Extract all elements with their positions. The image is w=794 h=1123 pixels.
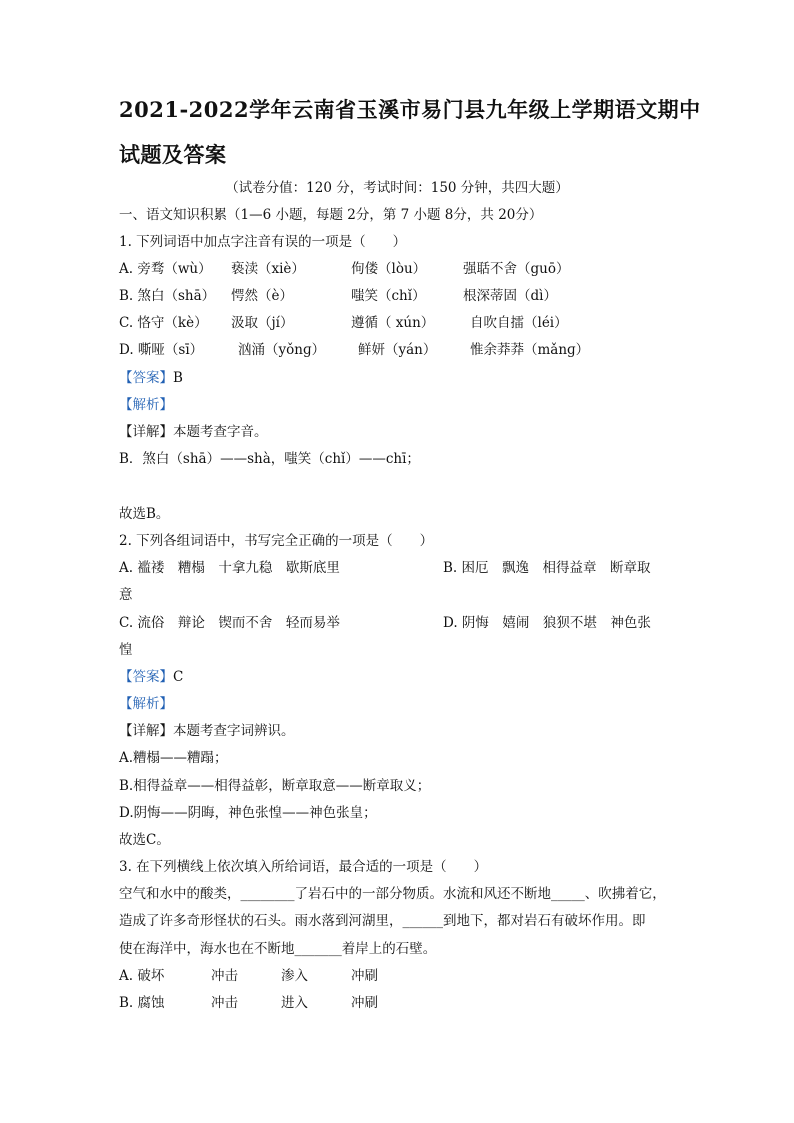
q1-c-word-1: C. 恪守（kè） (119, 315, 208, 331)
q1-a-word-2: 亵渎（xiè） (231, 261, 305, 277)
q2-detail (119, 721, 295, 741)
q3-b-word-3: 进入 (281, 995, 308, 1011)
q2-explain-2: B.相得益章——相得益彰，断章取意——断章取义； (119, 778, 431, 794)
q3-a-word-4: 冲刷 (351, 968, 378, 984)
q1-c-word-2: 汲取（jí） (231, 315, 294, 331)
q1-a-word-3: 佝偻（lòu） (351, 261, 427, 277)
q3-stem: 3. 在下列横线上依次填入所给词语，最合适的一项是（ ） (119, 859, 488, 875)
q2-option-d: D. 阴悔 嬉闹 狼狈不堪 神色张 (443, 615, 651, 631)
q2-option-b: B. 困厄 飘逸 相得益章 断章取 (443, 560, 651, 576)
q2-conclusion: 故选C。 (119, 832, 170, 848)
q3-b-word-4: 冲刷 (351, 995, 378, 1011)
q2-explain-3: D.阴悔——阴晦，神色张惶——神色张皇； (119, 805, 377, 821)
q1-stem: 1. 下列词语中加点字注音有误的一项是（ ） (119, 234, 407, 250)
q1-b-word-4: 根深蒂固（dì） (463, 288, 557, 304)
q1-d-word-2: 汹涌（yǒnɡ） (238, 342, 326, 358)
q1-d-word-4: 惟余莽莽（mǎnɡ） (470, 342, 590, 358)
q1-answer (119, 368, 183, 388)
q3-b-word-2: 冲击 (211, 995, 238, 1011)
document-title-line-2: 试题及答案 (119, 142, 227, 167)
q3-a-word-1: A. 破坏 (119, 968, 165, 984)
detail-tag: 【详解】 (119, 424, 173, 440)
q2-option-a: A. 褴褛 糟榻 十拿九稳 歇斯底里 (119, 560, 340, 576)
q1-analysis-tag: 【解析】 (119, 397, 173, 413)
q3-passage-line-1: 空气和水中的酸类，________了岩石中的一部分物质。水流和风还不断地_____、吹拂着它， (119, 886, 666, 902)
q3-passage-line-2: 造成了许多奇形怪状的石头。雨水落到河湖里，______到地下，都对岩石有破坏作用。即 (119, 913, 646, 929)
detail-text: 本题考查字词辨识。 (173, 723, 295, 739)
detail-tag: 【详解】 (119, 723, 173, 739)
exam-info: （试卷分值：120 分，考试时间：150 分钟，共四大题） (225, 180, 569, 196)
detail-text: 本题考查字音。 (173, 424, 268, 440)
q1-detail (119, 422, 268, 442)
answer-tag: 【答案】 (119, 370, 173, 386)
q2-analysis-tag: 【解析】 (119, 696, 173, 712)
q2-stem: 2. 下列各组词语中，书写完全正确的一项是（ ） (119, 533, 434, 549)
q3-a-word-3: 渗入 (281, 968, 308, 984)
q2-option-b-wrap: 意 (119, 587, 133, 603)
q1-b-word-3: 嗤笑（chǐ） (351, 288, 426, 304)
q1-conclusion: 故选B。 (119, 506, 170, 522)
q1-b-word-1: B. 煞白（shā） (119, 288, 216, 304)
q3-a-word-2: 冲击 (211, 968, 238, 984)
q2-answer (119, 667, 183, 687)
q1-c-word-4: 自吹自擂（léi） (470, 315, 568, 331)
q1-b-word-2: 愕然（è） (231, 288, 293, 304)
q2-option-d-wrap: 惶 (119, 642, 133, 658)
q1-d-word-3: 鲜妍（yán） (358, 342, 437, 358)
q1-explain: B．煞白（shā）——shà，嗤笑（chǐ）——chī； (119, 451, 420, 467)
answer-tag: 【答案】 (119, 669, 173, 685)
q1-c-word-3: 遵循（ xún） (351, 315, 435, 331)
q2-explain-1: A.糟榻——糟蹋； (119, 750, 228, 766)
q1-d-word-1: D. 嘶哑（sī） (119, 342, 204, 358)
q1-a-word-4: 强聒不舍（guō） (463, 261, 570, 277)
q3-passage-line-3: 使在海洋中，海水也在不断地_______着岸上的石壁。 (119, 941, 437, 957)
document-title-line-1: 2021-2022学年云南省玉溪市易门县九年级上学期语文期中 (119, 97, 701, 122)
q1-a-word-1: A. 旁骛（wù） (119, 261, 212, 277)
q2-option-c: C. 流俗 辩论 锲而不舍 轻而易举 (119, 615, 340, 631)
section-1-header: 一、语文知识积累（1—6 小题，每题 2分，第 7 小题 8分，共 20分） (119, 207, 543, 223)
answer-value: B (173, 370, 183, 386)
answer-value: C (173, 669, 184, 685)
q3-b-word-1: B. 腐蚀 (119, 995, 165, 1011)
